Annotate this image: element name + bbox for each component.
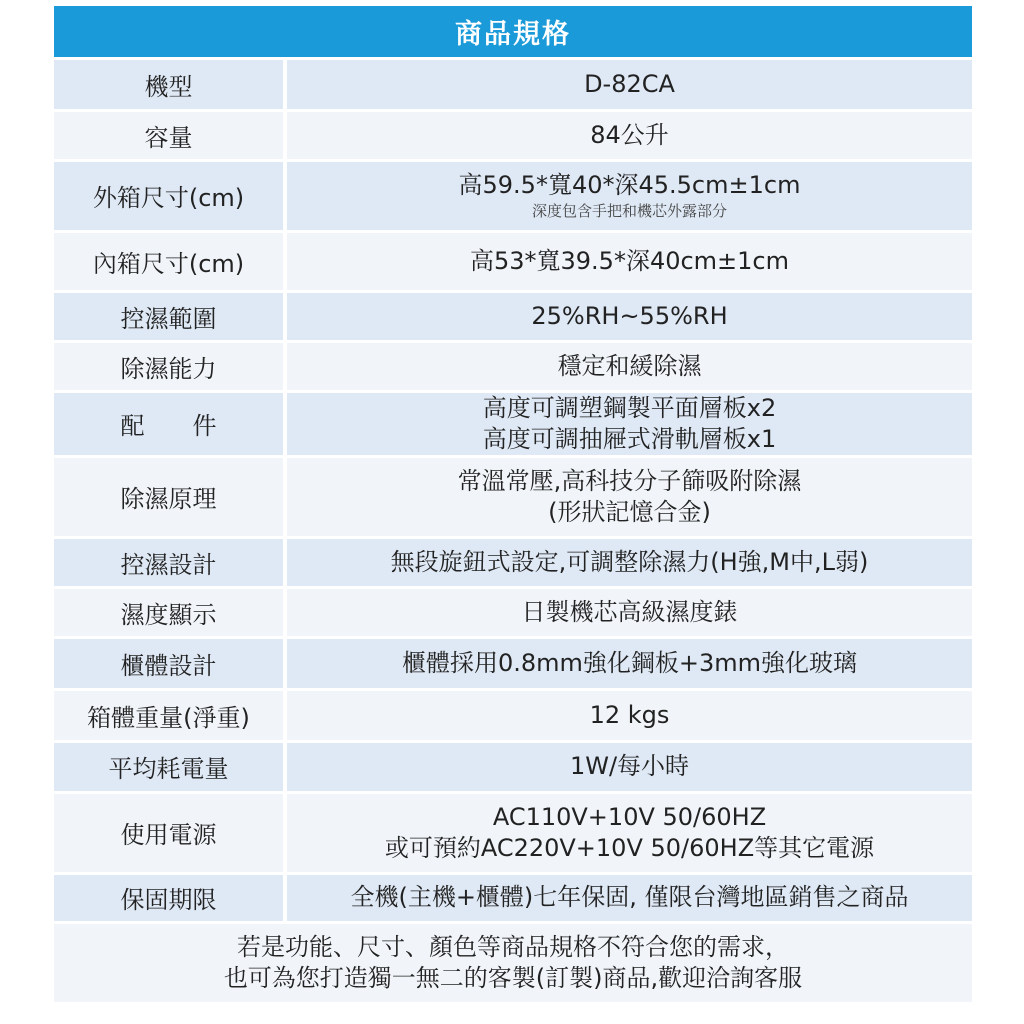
spec-value [285, 456, 972, 537]
spec-value-line: (形狀記憶合金) [548, 497, 711, 526]
spec-value [285, 291, 972, 341]
spec-row [54, 741, 972, 792]
spec-row [54, 873, 972, 922]
spec-value [285, 341, 972, 391]
spec-label: 保固期限 [54, 873, 285, 922]
spec-row [54, 456, 972, 537]
spec-row [54, 341, 972, 391]
spec-value-line: 1W/每小時 [569, 752, 690, 780]
spec-label: 外箱尺寸(cm) [54, 160, 285, 231]
spec-value-line: 無段旋鈕式設定,可調整除濕力(H強,M中,L弱) [390, 547, 869, 576]
spec-label: 控濕設計 [54, 537, 285, 587]
spec-row [54, 291, 972, 341]
spec-value-line: 高度可調抽屜式滑軌層板x1 [482, 424, 777, 453]
spec-label: 除濕原理 [54, 456, 285, 537]
spec-value-line: 高度可調塑鋼製平面層板x2 [482, 393, 777, 422]
spec-value [285, 741, 972, 792]
footer-note [54, 924, 972, 1002]
spec-label: 櫃體設計 [54, 637, 285, 689]
spec-value-line: 全機(主機+櫃體)七年保固, 僅限台灣地區銷售之商品 [350, 883, 909, 911]
spec-sheet [54, 6, 972, 1002]
spec-row [54, 231, 972, 291]
spec-label: 平均耗電量 [54, 741, 285, 792]
spec-row [54, 60, 972, 110]
spec-value-line: 高53*寬39.5*深40cm±1cm [469, 246, 790, 275]
spec-row [54, 537, 972, 587]
spec-value-line: 穩定和緩除濕 [557, 351, 702, 380]
spec-value-line: AC110V+10V 50/60HZ [492, 802, 767, 831]
sheet-title: 商品規格 [54, 6, 972, 57]
spec-label: 濕度顯示 [54, 587, 285, 637]
spec-row [54, 792, 972, 873]
spec-value-line: 櫃體採用0.8mm強化鋼板+3mm強化玻璃 [401, 648, 858, 677]
spec-value-line: 日製機芯高級濕度錶 [521, 597, 738, 626]
spec-row [54, 391, 972, 456]
spec-value-line: 25%RH~55%RH [531, 301, 728, 330]
spec-value [285, 231, 972, 291]
footer-line: 若是功能、尺寸、顏色等商品規格不符合您的需求， [237, 932, 789, 961]
spec-value [285, 637, 972, 689]
spec-row [54, 637, 972, 689]
spec-value [285, 873, 972, 922]
spec-value-line: 或可預約AC220V+10V 50/60HZ等其它電源 [384, 833, 875, 862]
spec-label: 機型 [54, 60, 285, 110]
spec-value-line: 12 kgs [589, 700, 670, 729]
spec-value [285, 110, 972, 160]
spec-value [285, 160, 972, 231]
spec-label: 控濕範圍 [54, 291, 285, 341]
spec-value-line: 常溫常壓,高科技分子篩吸附除濕 [457, 466, 802, 495]
spec-value [285, 60, 972, 110]
spec-label: 除濕能力 [54, 341, 285, 391]
spec-value [285, 391, 972, 456]
spec-label: 配 件 [54, 391, 285, 456]
spec-row [54, 160, 972, 231]
spec-value-note: 深度包含手把和機芯外露部分 [531, 202, 727, 220]
spec-row [54, 689, 972, 741]
spec-label: 箱體重量(淨重) [54, 689, 285, 741]
spec-value [285, 689, 972, 741]
spec-row [54, 110, 972, 160]
spec-value [285, 537, 972, 587]
spec-label: 內箱尺寸(cm) [54, 231, 285, 291]
spec-label: 使用電源 [54, 792, 285, 873]
spec-table [54, 60, 972, 924]
footer-line: 也可為您打造獨一無二的客製(訂製)商品,歡迎洽詢客服 [223, 963, 803, 992]
spec-value-line: 84公升 [590, 120, 669, 149]
spec-value [285, 587, 972, 637]
spec-row [54, 587, 972, 637]
spec-label: 容量 [54, 110, 285, 160]
spec-value [285, 792, 972, 873]
spec-value-line: 高59.5*寬40*深45.5cm±1cm [458, 171, 801, 199]
spec-value-line: D-82CA [584, 69, 675, 98]
